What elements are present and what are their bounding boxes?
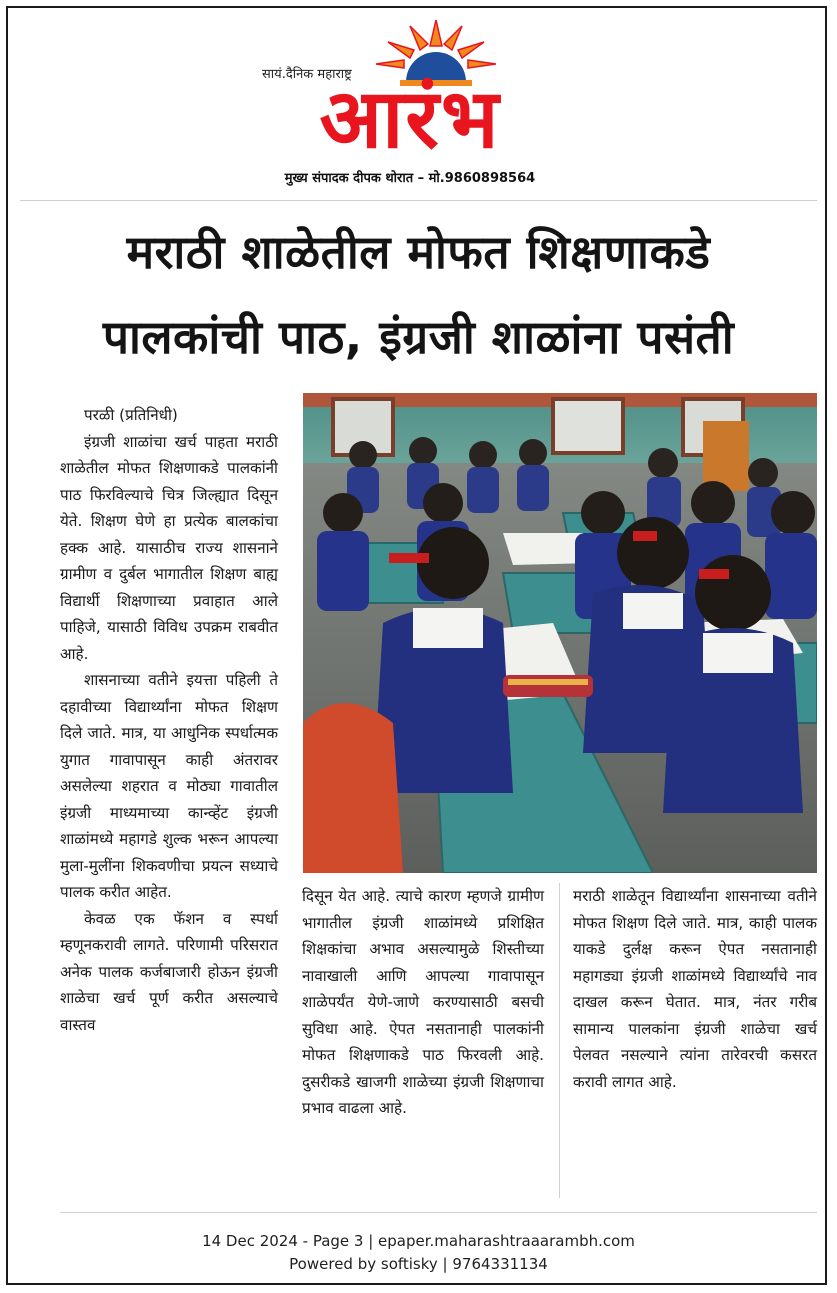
paragraph: शासनाच्या वतीने इयत्ता पहिली ते दहावीच्या विद्यार्थ्यांना मोफत शिक्षण दिले जाते. मात्र, या आधुनिक स्पर्धात्मक युगात गावापासून काही अंतरावर असलेल्या शहरात व मोठ्या गावातील इंग्रजी माध्यमाच्या कान्व्हेंट इंग्रजी शाळांमध्ये महागडे शुल्क भरून आपल्या मुला-मुलींना शिकवणीचा प्रयत्न सध्याचे पालक करीत आहेत. — [60, 671, 278, 901]
masthead — [240, 16, 600, 192]
masthead-tagline: सायं.दैनिक महाराष्ट्र — [262, 67, 352, 82]
paragraph: मराठी शाळेतून विद्यार्थ्यांना शासनाच्या वतीने मोफत शिक्षण दिले जाते. मात्र, काही पालक याकडे दुर्लक्ष करून ऐपत नसतानाही महागड्या इंग्रजी शाळांमध्ये विद्यार्थ्यांचे नाव दाखल करून घेतात. मात्र, नंतर गरीब सामान्य पालकांना इंग्रजी शाळेचा खर्च पेलवत नसल्याने त्यांना तारेवरची कसरत करावी लागत आहे. — [573, 887, 817, 1091]
footer-powered-by: Powered by softisky | 9764331134 — [289, 1255, 548, 1273]
headline-line-1: मराठी शाळेतील मोफत शिक्षणाकडे — [126, 225, 711, 279]
article-column-2 — [302, 883, 544, 1122]
classroom-illustration — [303, 393, 817, 873]
article-column-3 — [573, 883, 817, 1095]
masthead-title: आरंभ — [319, 72, 501, 167]
footer-divider — [60, 1212, 817, 1213]
paragraph: इंग्रजी शाळांचा खर्च पाहता मराठी शाळेतील मोफत शिक्षणाकडे पालकांनी पाठ फिरविल्याचे चित्र जिल्ह्यात दिसून येते. शिक्षण घेणे हा प्रत्येक बालकांचा हक्क आहे. यासाठीच राज्य शासनाने ग्रामीण व दुर्बल भागातील शिक्षण बाह्य विद्यार्थी शिक्षणाच्या प्रवाहात आले पाहिजे, यासाठी विविध उपक्रम राबवीत आहे. — [60, 432, 278, 663]
article-headline — [22, 210, 815, 380]
masthead-divider — [20, 200, 817, 201]
article-column-1 — [60, 402, 278, 1038]
page-footer — [0, 1230, 837, 1276]
masthead-editor-line: मुख्य संपादक दीपक थोरात – मो.9860898564 — [284, 171, 536, 186]
paragraph: केवळ एक फॅशन व स्पर्धा म्हणूनकरावी लागते. परिणामी परिसरात अनेक पालक कर्जबाजारी होऊन इंग्रजी शाळेचा खर्च पूर्ण करीत असल्याचे वास्तव — [60, 909, 278, 1034]
footer-date-page-url: 14 Dec 2024 - Page 3 | epaper.maharashtraaarambh.com — [202, 1232, 635, 1250]
headline-line-2: पालकांची पाठ, इंग्रजी शाळांना पसंती — [102, 310, 735, 364]
article-dateline: परळी (प्रतिनिधी) — [84, 406, 178, 424]
paragraph: दिसून येत आहे. त्याचे कारण म्हणजे ग्रामीण भागातील इंग्रजी शाळांमध्ये प्रशिक्षित शिक्षकांचा अभाव असल्यामुळे शिस्तीच्या नावाखाली आणि आपल्या गावापासून शाळेपर्यंत येणे-जाणे करण्यासाठी बसची सुविधा आहे. ऐपत नसतानाही पालकांनी मोफत शिक्षणाकडे पाठ फिरवली आहे. दुसरीकडे खाजगी शाळेच्या इंग्रजी शिक्षणाचा प्रभाव वाढला आहे. — [302, 887, 544, 1117]
classroom-photo — [303, 393, 817, 873]
column-divider — [559, 883, 560, 1198]
